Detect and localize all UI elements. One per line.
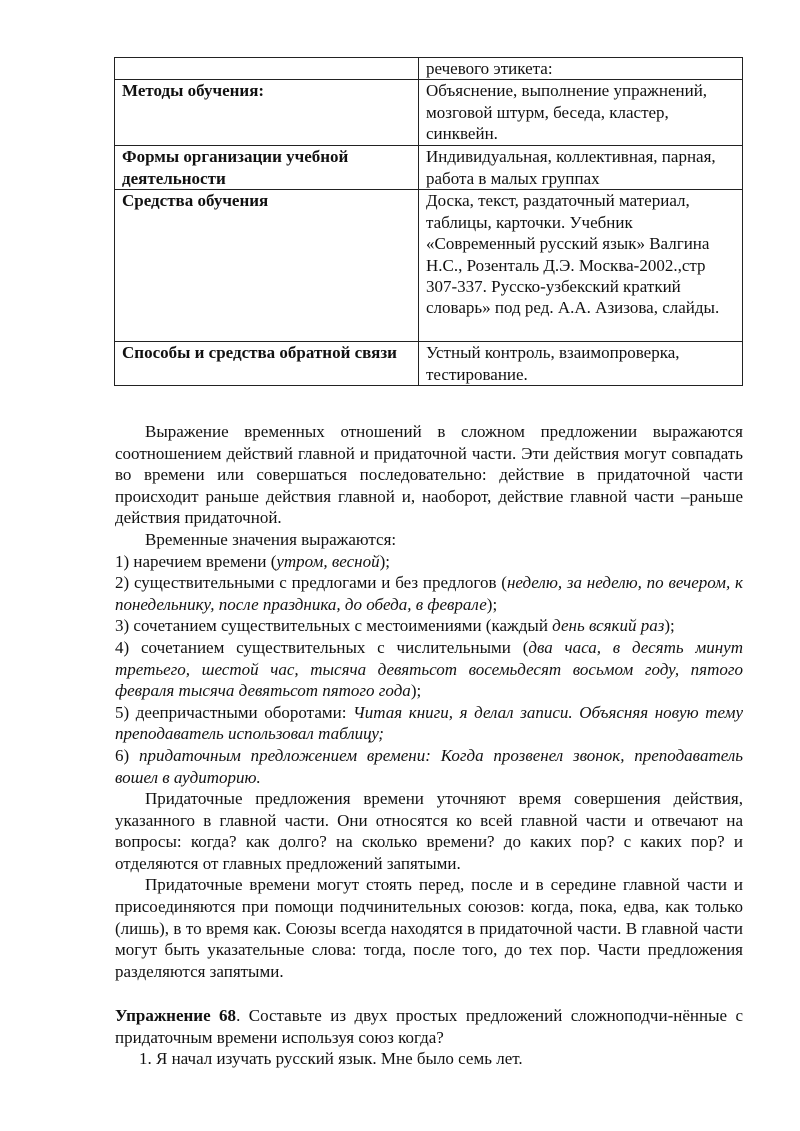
table-value-cell: Объяснение, выполнение упражнений, мозговой штурм, беседа, кластер, синквейн. bbox=[419, 80, 743, 146]
list-item bbox=[115, 637, 743, 702]
table-key-cell bbox=[115, 58, 419, 80]
table-key-cell: Способы и средства обратной связи bbox=[115, 342, 419, 386]
table-row bbox=[115, 58, 743, 80]
list-item bbox=[115, 615, 743, 637]
exercise-title: Упражнение 68 bbox=[115, 1006, 237, 1025]
list-text: 2) существительными с предлогами и без предлогов ( bbox=[115, 573, 507, 593]
paragraph: Придаточные предложения времени уточняют время совершения действия, указанного в главной части. Они относятся ко всей главной части и отвечают на вопросы: когда? как долго? на сколько времени? до каких пор? с каких пор? и отделяются от главных предложений запятыми. bbox=[115, 789, 743, 873]
list-example: Читая книги, я делал записи. Объясняя новую тему преподаватель использовал таблицу; bbox=[115, 702, 743, 744]
list-text: ); bbox=[664, 616, 675, 636]
paragraph: Придаточные времени могут стоять перед, после и в середине главной части и присоединяются при помощи подчинительных союзов: когда, пока, едва, как только (лишь), в то время как. Союзы всегда находятся в придаточной части. В главной части могут быть указательные слова: тогда, после того, до тех пор. Части предложения разделяются запятыми. bbox=[115, 875, 743, 981]
table-row bbox=[115, 190, 743, 342]
list-example: утром, весной bbox=[276, 551, 380, 571]
table-key-cell: Средства обучения bbox=[115, 190, 419, 342]
list-text: 4) сочетанием существительных с числительными ( bbox=[115, 637, 529, 657]
paragraph: Временные значения выражаются: bbox=[145, 529, 397, 549]
list-text: ); bbox=[379, 551, 390, 571]
exercise-heading bbox=[115, 1005, 743, 1048]
list-text: ); bbox=[410, 681, 422, 701]
list-text: 5) деепричастными оборотами: bbox=[115, 702, 354, 722]
list-item bbox=[115, 572, 743, 615]
list-text: ); bbox=[486, 594, 498, 614]
table-value-cell: речевого этикета: bbox=[419, 58, 743, 80]
table-key-cell: Методы обучения: bbox=[115, 80, 419, 146]
exercise-item: 1. Я начал изучать русский язык. Мне было семь лет. bbox=[139, 1049, 523, 1069]
list-example: придаточным предложением времени: Когда прозвенел звонок, преподаватель вошел в аудиторию. bbox=[115, 745, 743, 787]
list-example: день всякий раз bbox=[552, 616, 665, 636]
lesson-info-table bbox=[114, 57, 743, 386]
table-row bbox=[115, 146, 743, 190]
body-text bbox=[115, 421, 743, 982]
list-item bbox=[115, 551, 743, 573]
paragraph: Выражение временных отношений в сложном предложении выражаются соотношением действий главной и придаточной части. Эти действия могут совпадать во времени или совершаться последовательно: действие в придаточной части происходит раньше действия главной и, наоборот, действие главной части –раньше действия придаточной. bbox=[115, 422, 743, 528]
table-value-cell: Индивидуальная, коллективная, парная, работа в малых группах bbox=[419, 146, 743, 190]
list-text: 3) сочетанием существительных с местоимениями (каждый bbox=[115, 616, 553, 636]
table-value-cell: Устный контроль, взаимопроверка, тестирование. bbox=[419, 342, 743, 386]
table-key-cell: Формы организации учебной деятельности bbox=[115, 146, 419, 190]
list-example: два часа, в десять минут третьего, шестой час, тысяча девятьсот восемьдесят восьмом году, пятого февраля тысяча девятьсот пятого года bbox=[115, 637, 743, 701]
table-row bbox=[115, 342, 743, 386]
list-item bbox=[115, 745, 743, 788]
exercise-block bbox=[115, 1005, 743, 1070]
table-row bbox=[115, 80, 743, 146]
table-value-cell: Доска, текст, раздаточный материал, таблицы, карточки. Учебник «Современный русский язык» Валгина Н.С., Розенталь Д.Э. Москва-2002.,стр 307-337. Русско-узбекский краткий словарь» под ред. А.А. Азизова, слайды. bbox=[419, 190, 743, 342]
list-text: 1) наречием времени ( bbox=[115, 551, 277, 571]
list-example: неделю, за неделю, по вечером, к понедельнику, после праздника, до обеда, в феврале bbox=[115, 573, 743, 614]
list-text: 6) bbox=[115, 745, 139, 765]
exercise-text: . Составьте из двух простых предложений сложноподчи-нённые с придаточным времени используя союз когда? bbox=[115, 1006, 744, 1047]
list-item bbox=[115, 702, 743, 745]
